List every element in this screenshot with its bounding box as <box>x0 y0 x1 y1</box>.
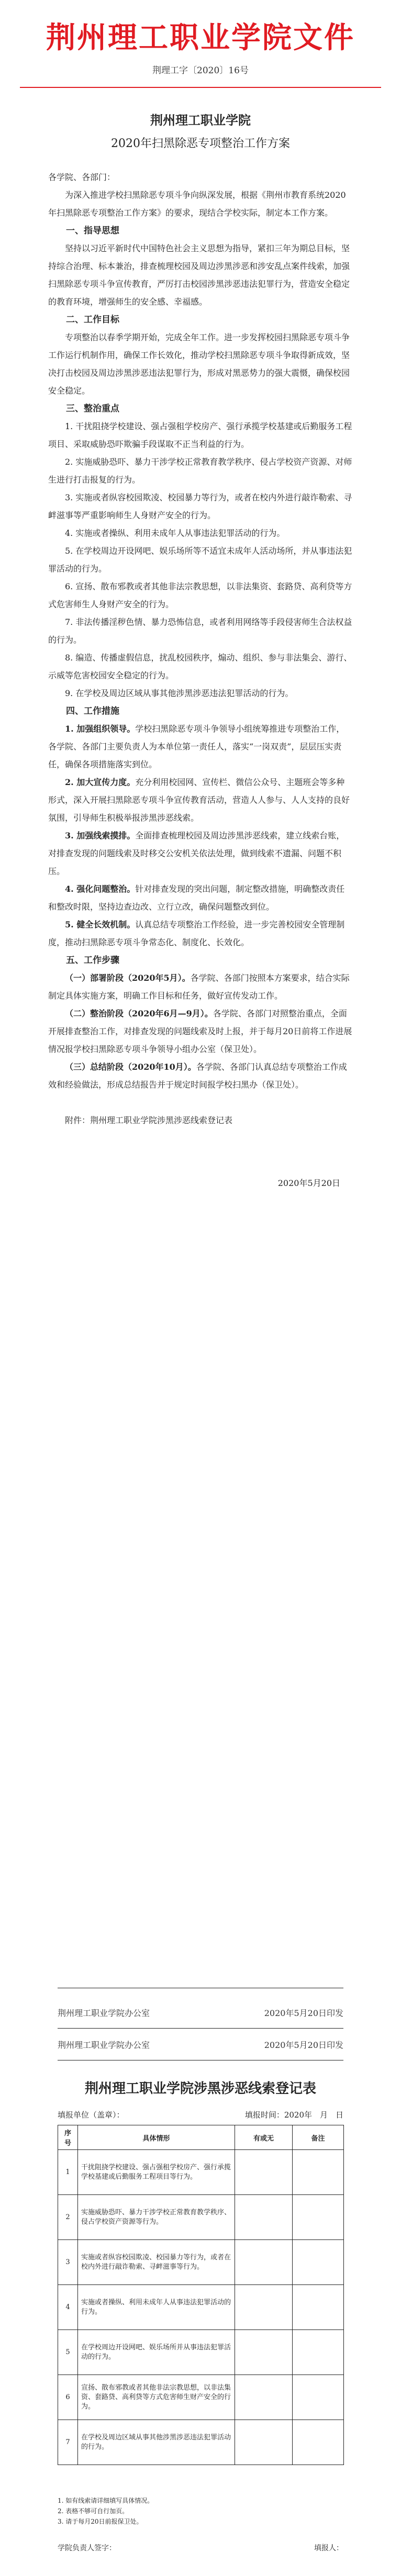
row-yes-no-cell[interactable] <box>235 2285 293 2330</box>
table-row <box>58 2240 344 2285</box>
section-2-title: 二、工作目标 <box>66 315 119 325</box>
attachment-note: 附件：荆州理工职业学院涉黑涉恶线索登记表 <box>65 1115 233 1125</box>
document-number: 荆理工字〔2020〕16号 <box>152 65 249 76</box>
section-5-body: 各学院、各部门认真总结专项整治工作成效和经验做法，形成总结报告并于规定时间报学校扫黑办（保卫处）。 <box>48 1062 347 1090</box>
registration-table <box>58 2125 344 2465</box>
table-row <box>58 2375 344 2420</box>
section-3-item: 1. 干扰阻挠学校建设、强占强租学校房产、强行承揽学校基建或后勤服务工程项目、采取威胁恐吓欺骗手段谋取不正当利益的行为。 <box>48 421 352 449</box>
section-4-item <box>48 916 353 951</box>
row-remark-cell[interactable] <box>293 2420 344 2465</box>
table-header: 备注 <box>293 2125 344 2150</box>
remark-line: 3. 请于每月20日前报保卫处。 <box>58 2518 143 2525</box>
section-3-item: 3. 实施或者纵容校园欺凌、校园暴力等行为，或者在校内外进行敲诈勒索、寻衅滋事等严重影响师生人身财产安全的行为。 <box>48 492 352 520</box>
section-3-item: 8. 编造、传播虚假信息，扰乱校园秩序，煽动、组织、参与非法集会、游行、示威等危害校园安全稳定的行为。 <box>48 653 352 680</box>
row-condition: 在学校周边开设网吧、娱乐场所并从事违法犯罪活动的行为。 <box>78 2330 235 2375</box>
section-4-lead: 4. 强化问题整治。 <box>65 884 136 894</box>
table-row <box>58 2330 344 2375</box>
row-remark-cell[interactable] <box>293 2195 344 2240</box>
table-row <box>58 2195 344 2240</box>
row-number: 2 <box>58 2195 78 2240</box>
row-remark-cell[interactable] <box>293 2285 344 2330</box>
section-4-body: 全面排查梳理校园及周边涉黑涉恶线索，建立线索台账，对排查发现的问题线索及时移交公安机关依法处理，做到线索不遗漏、问题不积压。 <box>48 831 345 876</box>
document-title: 荆州理工职业学院文件 <box>46 20 355 55</box>
intro-paragraph: 为深入推进学校扫黑除恶专项斗争向纵深发展，根据《荆州市教育系统2020年扫黑除恶专项整治工作方案》的要求，现结合学校实际，制定本工作方案。 <box>48 190 346 218</box>
section-5-body: 各学院、各部门对照整治重点，全面开展排查整治工作，对排查发现的问题线索及时上报，并于每月20日前将工作进展情况报学校扫黑除恶专项斗争领导小组办公室（保卫处）。 <box>48 1009 352 1054</box>
row-yes-no-cell[interactable] <box>235 2330 293 2375</box>
copy-footer <box>58 1997 343 2060</box>
section-5-item <box>48 1058 353 1094</box>
table-header: 序号 <box>58 2125 78 2150</box>
section-4-item <box>48 827 353 880</box>
table-header: 具体情形 <box>78 2125 235 2150</box>
row-number: 1 <box>58 2150 78 2195</box>
row-condition: 实施或者纵容校园欺凌、校园暴力等行为，或者在校内外进行敲诈勒索、寻衅滋事等行为。 <box>78 2240 235 2285</box>
row-number: 4 <box>58 2285 78 2330</box>
section-3-item: 9. 在学校及周边区域从事其他涉黑涉恶违法犯罪活动的行为。 <box>65 688 294 698</box>
row-condition: 实施威胁恐吓、暴力干涉学校正常教育教学秩序、侵占学校资产资源等行为。 <box>78 2195 235 2240</box>
section-4-lead: 5. 健全长效机制。 <box>65 920 136 929</box>
plan-title: 2020年扫黑除恶专项整治工作方案 <box>111 137 290 150</box>
section-5-item <box>48 1005 353 1058</box>
row-condition: 实施或者操纵、利用未成年人从事违法犯罪活动的行为。 <box>78 2285 235 2330</box>
table-row <box>58 2285 344 2330</box>
main-content <box>48 110 353 1189</box>
section-4-lead: 3. 加强线索摸排。 <box>65 831 136 841</box>
section-4-body: 学校扫黑除恶专项斗争领导小组统筹推进专项整治工作，各学院、各部门主要负责人为本单位第一责任人，落实“一岗双责”，层层压实责任，确保各项措施落实到位。 <box>48 724 345 769</box>
section-5-lead: （一）部署阶段（2020年5月）。 <box>65 973 191 983</box>
issue-date: 2020年5月20日 <box>277 1178 340 1188</box>
row-number: 7 <box>58 2420 78 2465</box>
issuer-office: 荆州理工职业学院办公室 <box>58 2008 150 2018</box>
form-unit-label: 填报单位（盖章）： <box>58 2110 125 2120</box>
section-4-lead: 2. 加大宣传力度。 <box>65 777 136 787</box>
section-4-item <box>48 774 353 827</box>
row-yes-no-cell[interactable] <box>235 2375 293 2420</box>
issue-print-date: 2020年5月20日印发 <box>264 2040 343 2050</box>
section-4-body: 充分利用校园网、宣传栏、微信公众号、主题班会等多种形式，深入开展扫黑除恶专项斗争宣传教育活动，营造人人参与、人人支持的良好氛围，引导师生积极举报涉黑涉恶线索。 <box>48 777 350 823</box>
section-3-item: 4. 实施或者操纵、利用未成年人从事违法犯罪活动的行为。 <box>65 528 285 538</box>
row-yes-no-cell[interactable] <box>235 2240 293 2285</box>
row-number: 3 <box>58 2240 78 2285</box>
row-remark-cell[interactable] <box>293 2330 344 2375</box>
section-4-body: 针对排查发现的突出问题，制定整改措施，明确整改责任和整改时限，坚持边查边改、立行立改，确保问题整改到位。 <box>48 884 345 912</box>
section-3-title: 三、整治重点 <box>66 404 119 414</box>
section-3-item: 7. 非法传播淫秽色情、暴力恐怖信息，或者利用网络等手段侵害师生合法权益的行为。 <box>48 617 352 645</box>
table-header: 有或无 <box>235 2125 293 2150</box>
section-5-item <box>48 969 353 1005</box>
issue-print-date: 2020年5月20日印发 <box>264 2008 343 2018</box>
table-row <box>58 2150 344 2195</box>
form-time-label: 填报时间：2020年 月 日 <box>244 2110 343 2120</box>
copy-row <box>58 2029 343 2060</box>
section-4-item <box>48 880 353 916</box>
section-4-lead: 1. 加强组织领导。 <box>65 724 136 734</box>
row-yes-no-cell[interactable] <box>235 2150 293 2195</box>
section-5-body: 各学院、各部门按照本方案要求，结合实际制定具体实施方案，明确工作目标和任务，做好宣传发动工作。 <box>48 973 350 1001</box>
row-condition: 干扰阻挠学校建设、强占强租学校房产、强行承揽学校基建或后勤服务工程项目等行为。 <box>78 2150 235 2195</box>
section-2-body: 专项整治以春季学期开始，完成全年工作。进一步发挥校园扫黑除恶专项斗争工作运行机制作用，确保工作长效化，推动学校扫黑除恶专项斗争取得新成效，坚决打击校园及周边涉黑涉恶违法犯罪行为，形成对黑恶势力的强大震慑，确保校园安全稳定。 <box>48 332 350 396</box>
section-3-item: 5. 在学校周边开设网吧、娱乐场所等不适宜未成年人活动场所，并从事违法犯罪活动的行为。 <box>48 546 352 574</box>
section-4-item <box>48 720 353 774</box>
form-remarks <box>58 2495 343 2527</box>
section-5-lead: （三）总结阶段（2020年10月）。 <box>65 1062 196 1072</box>
row-yes-no-cell[interactable] <box>235 2420 293 2465</box>
table-header-row <box>58 2125 344 2150</box>
remark-line: 1. 如有线索请详细填写具体情况。 <box>58 2497 154 2504</box>
section-3-item: 6. 宣扬、散布邪教或者其他非法宗教思想，以非法集资、套路贷、高利贷等方式危害师生人身财产安全的行为。 <box>48 581 352 609</box>
preparer-signature-label: 填报人： <box>314 2544 343 2552</box>
issuer-office: 荆州理工职业学院办公室 <box>58 2040 150 2050</box>
red-divider <box>20 87 381 88</box>
remark-line: 2. 表格不够可自行加页。 <box>58 2507 129 2515</box>
school-name: 荆州理工职业学院 <box>150 113 251 128</box>
row-yes-no-cell[interactable] <box>235 2195 293 2240</box>
form-signatures <box>58 2543 343 2553</box>
section-1-body: 坚持以习近平新时代中国特色社会主义思想为指导，紧扣三年为期总目标，坚持综合治理、标本兼治，排查梳理校园及周边涉黑涉恶和涉安乱点案件线索，加强扫黑除恶专项斗争宣传教育，严厉打击校园涉黑涉恶违法犯罪行为，营造安全稳定的教育环境，增强师生的安全感、幸福感。 <box>48 243 350 307</box>
section-3-item: 2. 实施威胁恐吓、暴力干涉学校正常教育教学秩序、侵占学校资产资源、对师生进行打击报复的行为。 <box>48 457 352 485</box>
row-condition: 在学校及周边区域从事其他涉黑涉恶违法犯罪活动的行为。 <box>78 2420 235 2465</box>
row-number: 6 <box>58 2375 78 2420</box>
table-row <box>58 2420 344 2465</box>
document-header <box>0 0 401 92</box>
dean-signature-label: 学院负责人签字： <box>58 2544 116 2552</box>
salutation: 各学院、各部门： <box>48 172 116 182</box>
section-4-body: 认真总结专项整治工作经验，进一步完善校园安全管理制度，推动扫黑除恶专项斗争常态化、制度化、长效化。 <box>48 920 345 947</box>
section-4-title: 四、工作措施 <box>66 706 119 716</box>
form-title: 荆州理工职业学院涉黑涉恶线索登记表 <box>84 2081 316 2097</box>
section-5-lead: （二）整治阶段（2020年6月—9月）。 <box>65 1009 213 1018</box>
copy-row <box>58 1997 343 2028</box>
section-1-title: 一、指导思想 <box>66 226 119 236</box>
row-condition: 宣扬、散布邪教或者其他非法宗教思想，以非法集资、套路贷、高利贷等方式危害师生财产安全的行为。 <box>78 2375 235 2420</box>
form-meta <box>58 2109 343 2120</box>
row-remark-cell[interactable] <box>293 2150 344 2195</box>
section-5-title: 五、工作步骤 <box>66 955 119 966</box>
row-remark-cell[interactable] <box>293 2240 344 2285</box>
row-remark-cell[interactable] <box>293 2375 344 2420</box>
row-number: 5 <box>58 2330 78 2375</box>
